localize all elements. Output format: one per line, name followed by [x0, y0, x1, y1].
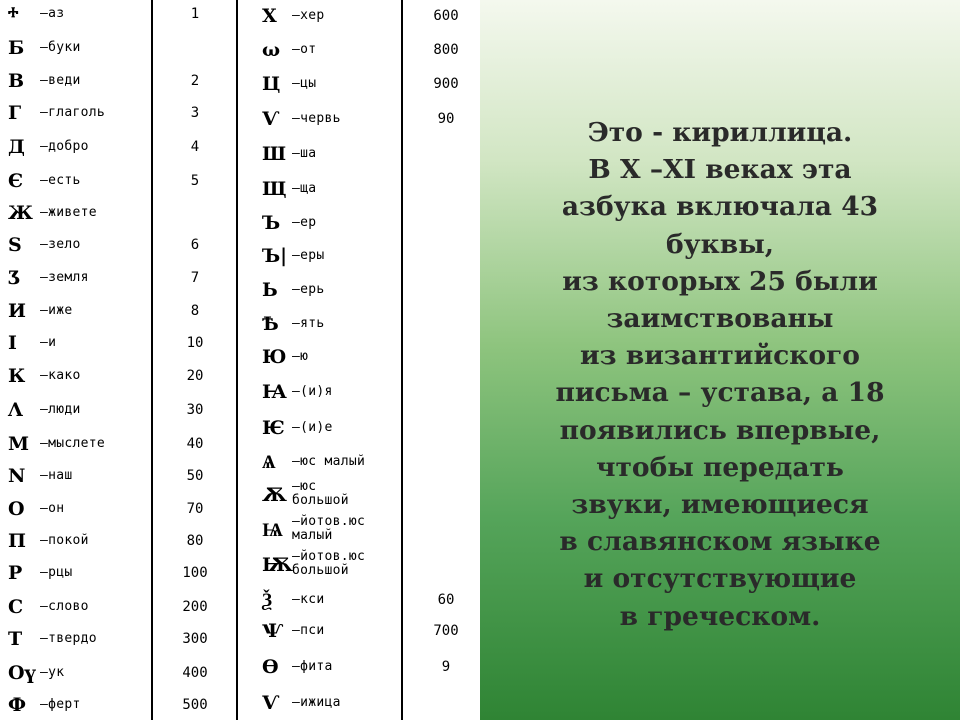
- letter-name: —иже: [40, 303, 73, 318]
- cyrillic-letter-glyph: Ѵ: [262, 692, 280, 714]
- numeric-value: 700: [433, 623, 459, 639]
- cyrillic-letter-glyph: Ъ: [262, 212, 281, 234]
- letter-name: —земля: [40, 270, 89, 285]
- letter-name: —он: [40, 501, 65, 516]
- description-line: письма – устава, а 18: [555, 377, 885, 409]
- numeric-value: 900: [433, 76, 459, 92]
- numeric-value: 600: [433, 8, 459, 24]
- cyrillic-letter-glyph: В: [8, 70, 25, 92]
- cyrillic-letter-glyph: S: [8, 234, 22, 256]
- numeric-value: 70: [186, 501, 204, 517]
- numeric-value: 40: [186, 436, 204, 452]
- letter-name: —мыслете: [40, 436, 106, 451]
- cyrillic-letter-glyph: ω: [262, 39, 281, 61]
- numeric-value: 80: [186, 533, 204, 549]
- letter-name: —йотов.юс малый: [292, 514, 366, 543]
- letter-name: —ша: [292, 146, 317, 161]
- letter-name: —како: [40, 368, 81, 383]
- description-line: в греческом.: [619, 600, 821, 632]
- cyrillic-letter-glyph: ⰰ: [8, 3, 19, 25]
- letter-name: —кси: [292, 592, 325, 607]
- cyrillic-letter-glyph: Λ: [8, 399, 23, 421]
- numeric-value: 300: [182, 631, 208, 647]
- description-line: и отсутствующие: [583, 563, 857, 595]
- description-line: азбука включала 43: [561, 191, 879, 223]
- letter-name: —йотов.юс большой: [292, 549, 366, 578]
- letter-name: —(и)я: [292, 384, 333, 399]
- cyrillic-letter-glyph: Ѳ: [262, 656, 279, 678]
- letter-name: —и: [40, 335, 57, 350]
- numeric-value: 8: [190, 303, 200, 319]
- letter-name: —люди: [40, 402, 81, 417]
- description-line: из которых 25 были: [562, 265, 878, 297]
- letter-name: —ферт: [40, 697, 81, 712]
- description-line: В Х –ХI веках эта: [588, 154, 852, 186]
- letter-name: —есть: [40, 173, 81, 188]
- cyrillic-letter-glyph: Ь: [262, 279, 278, 301]
- letter-name: —слово: [40, 599, 89, 614]
- description-line: в славянском языке: [559, 526, 881, 558]
- cyrillic-letter-glyph: Ѵ: [262, 108, 280, 130]
- cyrillic-letter-glyph: Ъ|: [262, 245, 288, 267]
- cyrillic-letter-glyph: Ж: [8, 202, 33, 224]
- numeric-value: 20: [186, 368, 204, 384]
- cyrillic-letter-glyph: Ѥ: [262, 417, 285, 439]
- letter-name: —ижица: [292, 695, 341, 710]
- letter-name: —добро: [40, 139, 89, 154]
- letter-name: —ерь: [292, 282, 325, 297]
- letter-name: —глаголь: [40, 105, 106, 120]
- cyrillic-letter-glyph: Є: [8, 170, 24, 192]
- letter-name: —фита: [292, 659, 333, 674]
- numeric-value: 10: [186, 335, 204, 351]
- cyrillic-letter-glyph: Ф: [8, 694, 27, 716]
- letter-name: —аз: [40, 6, 65, 21]
- cyrillic-letter-glyph: Ш: [262, 143, 287, 165]
- letter-name: —буки: [40, 40, 81, 55]
- letter-name: —юс большой: [292, 479, 349, 508]
- numeric-value: 800: [433, 42, 459, 58]
- description-line: появились впервые,: [559, 414, 881, 446]
- cyrillic-letter-glyph: Щ: [262, 178, 287, 200]
- description-line: чтобы передать: [596, 451, 844, 483]
- description-line: из византийского: [580, 340, 860, 372]
- cyrillic-letter-glyph: Ʒ: [8, 267, 21, 289]
- letter-name: —рцы: [40, 565, 73, 580]
- description-line: звуки, имеющиеся: [571, 489, 869, 521]
- letter-name: —живете: [40, 205, 97, 220]
- cyrillic-letter-glyph: Р: [8, 562, 23, 584]
- letter-name: —ща: [292, 181, 317, 196]
- cyrillic-letter-glyph: Ѫ: [262, 484, 287, 506]
- cyrillic-letter-glyph: Ѱ: [262, 620, 283, 642]
- numeric-value: 60: [437, 592, 455, 608]
- cyrillic-letter-glyph: Б: [8, 37, 25, 59]
- letter-name: —цы: [292, 76, 317, 91]
- letter-name: —веди: [40, 73, 81, 88]
- cyrillic-letter-glyph: Ѧ: [262, 451, 276, 473]
- description-line: буквы,: [666, 228, 774, 260]
- cyrillic-letter-glyph: Д: [8, 136, 25, 158]
- column-divider-right: [401, 0, 403, 720]
- column-divider-left: [151, 0, 153, 720]
- letter-name: —юс малый: [292, 454, 366, 469]
- numeric-value: 500: [182, 697, 208, 713]
- letter-name: —ук: [40, 665, 65, 680]
- letter-name: —червь: [292, 111, 341, 126]
- description-line: заимствованы: [606, 303, 834, 335]
- cyrillic-letter-glyph: Ꙗ: [262, 381, 287, 403]
- cyrillic-letter-glyph: И: [8, 300, 26, 322]
- letter-name: —твердо: [40, 631, 97, 646]
- cyrillic-letter-glyph: Ю: [262, 346, 287, 368]
- cyrillic-letter-glyph: N: [8, 465, 26, 487]
- cyrillic-letter-glyph: Ѭ: [262, 554, 293, 576]
- cyrillic-letter-glyph: К: [8, 365, 26, 387]
- cyrillic-letter-glyph: Оү: [8, 662, 36, 684]
- numeric-value: 90: [437, 111, 455, 127]
- letter-name: —зело: [40, 237, 81, 252]
- cyrillic-letter-glyph: Ѣ: [262, 313, 279, 335]
- numeric-value: 4: [190, 139, 200, 155]
- letter-name: —(и)е: [292, 420, 333, 435]
- numeric-value: 100: [182, 565, 208, 581]
- letter-name: —покой: [40, 533, 89, 548]
- letter-name: —ер: [292, 215, 317, 230]
- letter-name: —от: [292, 42, 317, 57]
- column-divider-middle: [236, 0, 238, 720]
- letter-name: —хер: [292, 8, 325, 23]
- numeric-value: 50: [186, 468, 204, 484]
- cyrillic-letter-glyph: Х: [262, 5, 277, 27]
- letter-name: —еры: [292, 248, 325, 263]
- cyrillic-letter-glyph: О: [8, 498, 25, 520]
- description-panel: [480, 0, 960, 720]
- cyrillic-letter-glyph: Т: [8, 628, 23, 650]
- cyrillic-letter-glyph: П: [8, 530, 26, 552]
- numeric-value: 3: [190, 105, 200, 121]
- letter-name: —пси: [292, 623, 325, 638]
- cyrillic-letter-glyph: Ѩ: [262, 519, 283, 541]
- numeric-value: 200: [182, 599, 208, 615]
- numeric-value: 5: [190, 173, 200, 189]
- letter-name: —ять: [292, 316, 325, 331]
- numeric-value: 400: [182, 665, 208, 681]
- numeric-value: 6: [190, 237, 200, 253]
- numeric-value: 1: [190, 6, 200, 22]
- cyrillic-letter-glyph: М: [8, 433, 30, 455]
- letter-name: —наш: [40, 468, 73, 483]
- cyrillic-letter-glyph: С: [8, 596, 24, 618]
- cyrillic-letter-glyph: Ѯ: [262, 589, 273, 611]
- cyrillic-letter-glyph: Г: [8, 102, 22, 124]
- cyrillic-letter-glyph: І: [8, 332, 17, 354]
- numeric-value: 2: [190, 73, 200, 89]
- numeric-value: 7: [190, 270, 200, 286]
- cyrillic-letter-glyph: Ц: [262, 73, 281, 95]
- letter-name: —ю: [292, 349, 309, 364]
- numeric-value: 9: [441, 659, 451, 675]
- description-line: Это - кириллица.: [587, 117, 853, 148]
- description-text: [490, 114, 950, 635]
- numeric-value: 30: [186, 402, 204, 418]
